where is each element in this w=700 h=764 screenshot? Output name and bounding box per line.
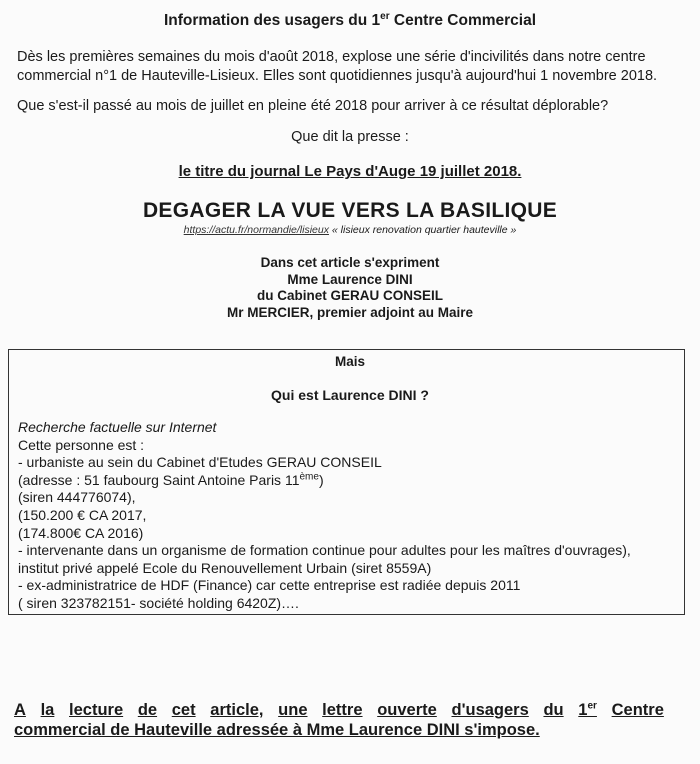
- closing-line-1: [14, 700, 664, 720]
- research-line: [18, 472, 631, 490]
- speaker-line: du Cabinet GERAU CONSEIL: [256, 288, 443, 303]
- closing-word: ouverte: [377, 701, 437, 719]
- closing-word: la: [40, 701, 55, 719]
- closing-word: de: [137, 701, 158, 719]
- speaker-line: Mme Laurence DINI: [287, 271, 413, 287]
- closing-word: lecture: [69, 701, 124, 719]
- research-line: Cette personne est :: [18, 436, 145, 453]
- research-line: - urbaniste au sein du Cabinet d'Etudes GERAU CONSEIL: [18, 454, 382, 471]
- closing-statement: [14, 700, 664, 740]
- box-mais: Mais: [334, 354, 365, 369]
- journal-title: le titre du journal Le Pays d'Auge 19 juillet 2018.: [178, 163, 522, 180]
- closing-word: lettre: [322, 701, 363, 719]
- ordinal-number: 1: [578, 701, 588, 719]
- intro-question: Que s'est-il passé au mois de juillet en pleine été 2018 pour arriver à ce résultat déplorable?: [17, 98, 609, 114]
- article-reference: [0, 224, 700, 236]
- research-line: - ex-administratrice de HDF (Finance) car cette entreprise est radiée depuis 2011: [18, 577, 521, 594]
- research-label: Recherche factuelle sur Internet: [18, 419, 217, 435]
- closing-word: d'usagers: [451, 701, 529, 719]
- research-line: (siren 444776074),: [18, 489, 136, 506]
- closing-word: article,: [210, 701, 264, 719]
- research-line: (174.800€ CA 2016): [18, 524, 144, 541]
- research-line: (150.200 € CA 2017,: [18, 506, 147, 523]
- address-end: ): [318, 471, 324, 488]
- intro-paragraph: [17, 48, 657, 86]
- page-title: [0, 12, 700, 30]
- research-line: ( siren 323782151- société holding 6420Z)….: [18, 594, 299, 611]
- speaker-line: Dans cet article s'expriment: [260, 255, 440, 270]
- closing-word: A: [14, 701, 26, 719]
- address-sup: ème: [299, 471, 319, 483]
- research-line: institut privé appelé Ecole du Renouvellement Urbain (siret 8559A): [18, 559, 432, 576]
- closing-word: cet: [171, 701, 196, 719]
- speaker-line: Mr MERCIER, premier adjoint au Maire: [226, 304, 474, 320]
- article-speakers: [0, 255, 700, 321]
- article-ref-text: « lisieux renovation quartier hauteville »: [328, 224, 517, 236]
- closing-word: Centre: [611, 701, 664, 719]
- box-question: Qui est Laurence DINI ?: [271, 387, 429, 403]
- intro-line: Dès les premières semaines du mois d'août 2018, explose une série d'incivilités dans notre centre: [17, 49, 646, 65]
- title-sup: er: [380, 10, 390, 22]
- press-heading: Que dit la presse :: [291, 129, 409, 145]
- article-headline: DEGAGER LA VUE VERS LA BASILIQUE: [142, 199, 558, 222]
- title-text: Information des usagers du 1: [163, 12, 381, 29]
- article-link[interactable]: https://actu.fr/normandie/lisieux: [183, 224, 329, 236]
- ordinal-sup: er: [587, 700, 597, 712]
- title-text-end: Centre Commercial: [389, 12, 537, 29]
- closing-word-ordinal: [578, 700, 597, 720]
- closing-line-2: commercial de Hauteville adressée à Mme Laurence DINI s'impose.: [14, 721, 540, 739]
- intro-line: commercial n°1 de Hauteville-Lisieux. Elles sont quotidiennes jusqu'à aujourd'hui 1 novembre 2018.: [17, 68, 658, 84]
- closing-word: du: [543, 701, 564, 719]
- research-line: - intervenante dans un organisme de formation continue pour adultes pour les maîtres d'ouvrages),: [18, 542, 631, 559]
- closing-word: une: [278, 701, 308, 719]
- research-content: [18, 419, 631, 613]
- address-text: (adresse : 51 faubourg Saint Antoine Paris 11: [18, 471, 300, 488]
